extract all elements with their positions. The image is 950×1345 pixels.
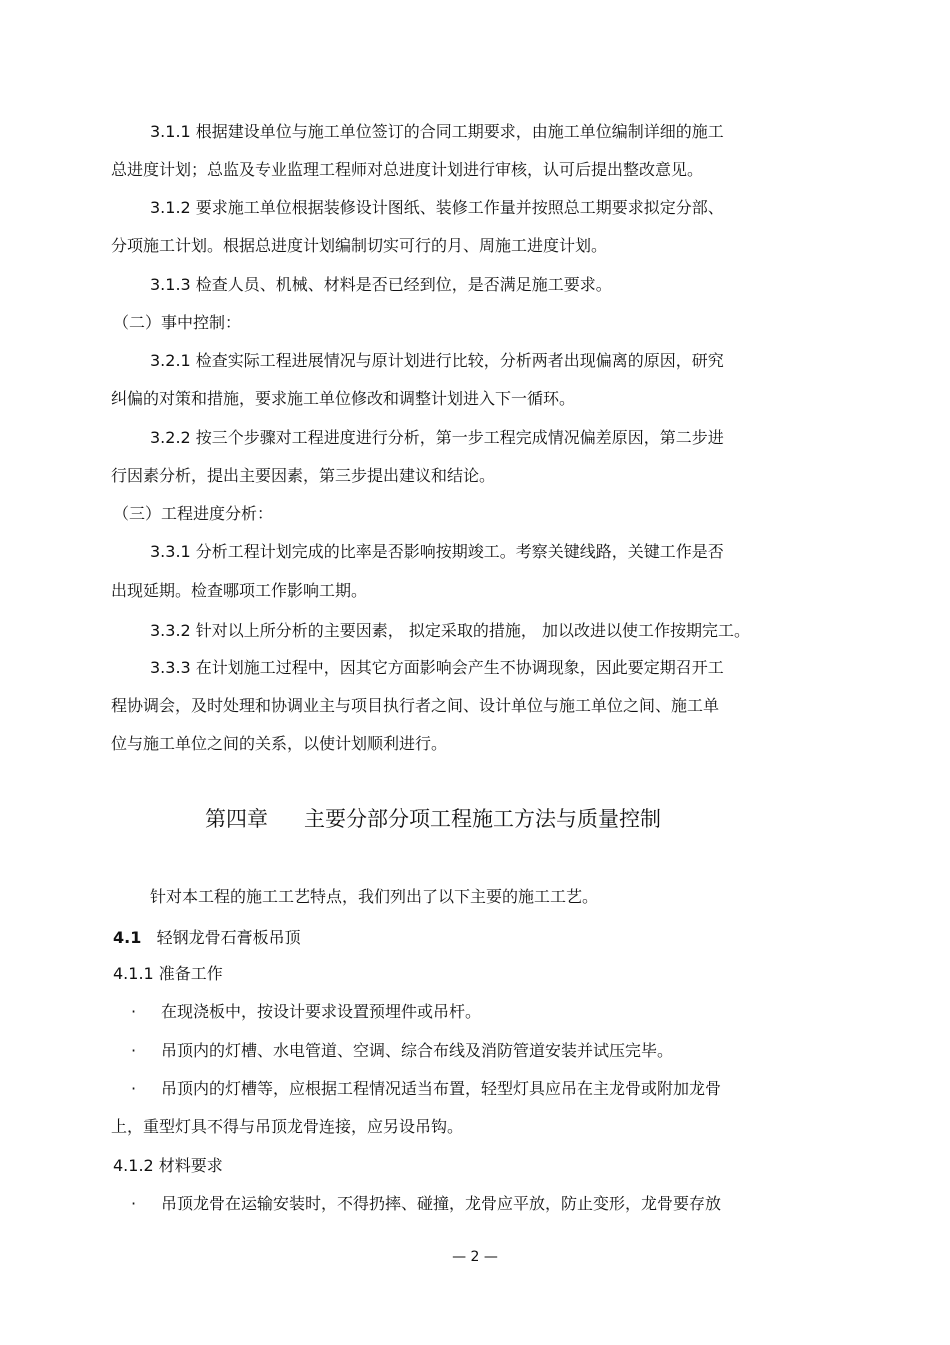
chapter-number: 第四章: [205, 807, 268, 831]
list-item-text: 吊顶内的灯槽等，应根据工程情况适当布置，轻型灯具应吊在主龙骨或附加龙骨: [161, 1079, 722, 1098]
text-line: 3.1.3 检查人员、机械、材料是否已经到位，是否满足施工要求。: [150, 275, 612, 294]
text-line: 位与施工单位之间的关系，以使计划顺利进行。: [111, 734, 448, 753]
section-4-1-heading: [113, 928, 301, 948]
bullet-icon: ·: [131, 1079, 137, 1098]
list-item-text: 吊顶内的灯槽、水电管道、空调、综合布线及消防管道安装并试压完毕。: [161, 1041, 674, 1060]
section-title: 轻钢龙骨石膏板吊顶: [156, 928, 301, 947]
text-line: 3.3.1 分析工程计划完成的比率是否影响按期竣工。考察关键线路，关键工作是否: [150, 542, 724, 561]
section-heading-3: （三）工程进度分析：: [113, 504, 274, 523]
text-line: 3.2.2 按三个步骤对工程进度进行分析，第一步工程完成情况偏差原因，第二步进: [150, 428, 724, 447]
page-number: — 2 —: [452, 1249, 498, 1265]
list-item-text: 吊顶龙骨在运输安装时，不得扔摔、碰撞，龙骨应平放，防止变形，龙骨要存放: [161, 1194, 722, 1213]
chapter-title: 主要分部分项工程施工方法与质量控制: [304, 807, 661, 831]
bullet-icon: ·: [131, 1041, 137, 1060]
bullet-icon: ·: [131, 1194, 137, 1213]
text-line: 程协调会，及时处理和协调业主与项目执行者之间、设计单位与施工单位之间、施工单: [111, 696, 720, 715]
subsection-4-1-2-heading: 4.1.2 材料要求: [113, 1156, 223, 1175]
section-number: 4.1: [113, 928, 142, 947]
text-line: 分项施工计划。根据总进度计划编制切实可行的月、周施工进度计划。: [111, 236, 608, 255]
text-line: 纠偏的对策和措施，要求施工单位修改和调整计划进入下一循环。: [111, 389, 576, 408]
text-line: 3.1.1 根据建设单位与施工单位签订的合同工期要求，由施工单位编制详细的施工: [150, 122, 724, 141]
bullet-icon: ·: [131, 1002, 137, 1021]
text-line: 3.3.3 在计划施工过程中，因其它方面影响会产生不协调现象，因此要定期召开工: [150, 658, 724, 677]
section-heading-2: （二）事中控制：: [113, 313, 242, 332]
text-line: 3.3.2 针对以上所分析的主要因素， 拟定采取的措施， 加以改进以使工作按期完工。: [150, 621, 750, 640]
chapter-heading: [205, 806, 661, 832]
text-line: 出现延期。检查哪项工作影响工期。: [111, 581, 368, 600]
list-item-text: 上，重型灯具不得与吊顶龙骨连接，应另设吊钩。: [111, 1117, 464, 1136]
text-line: 3.2.1 检查实际工程进展情况与原计划进行比较，分析两者出现偏离的原因，研究: [150, 351, 724, 370]
intro-paragraph: 针对本工程的施工工艺特点，我们列出了以下主要的施工工艺。: [150, 887, 599, 906]
text-line: 总进度计划；总监及专业监理工程师对总进度计划进行审核，认可后提出整改意见。: [111, 160, 704, 179]
list-item-text: 在现浇板中，按设计要求设置预埋件或吊杆。: [161, 1002, 482, 1021]
subsection-4-1-1-heading: 4.1.1 准备工作: [113, 964, 223, 983]
text-line: 行因素分析，提出主要因素，第三步提出建议和结论。: [111, 466, 496, 485]
text-line: 3.1.2 要求施工单位根据装修设计图纸、装修工作量并按照总工期要求拟定分部、: [150, 198, 724, 217]
